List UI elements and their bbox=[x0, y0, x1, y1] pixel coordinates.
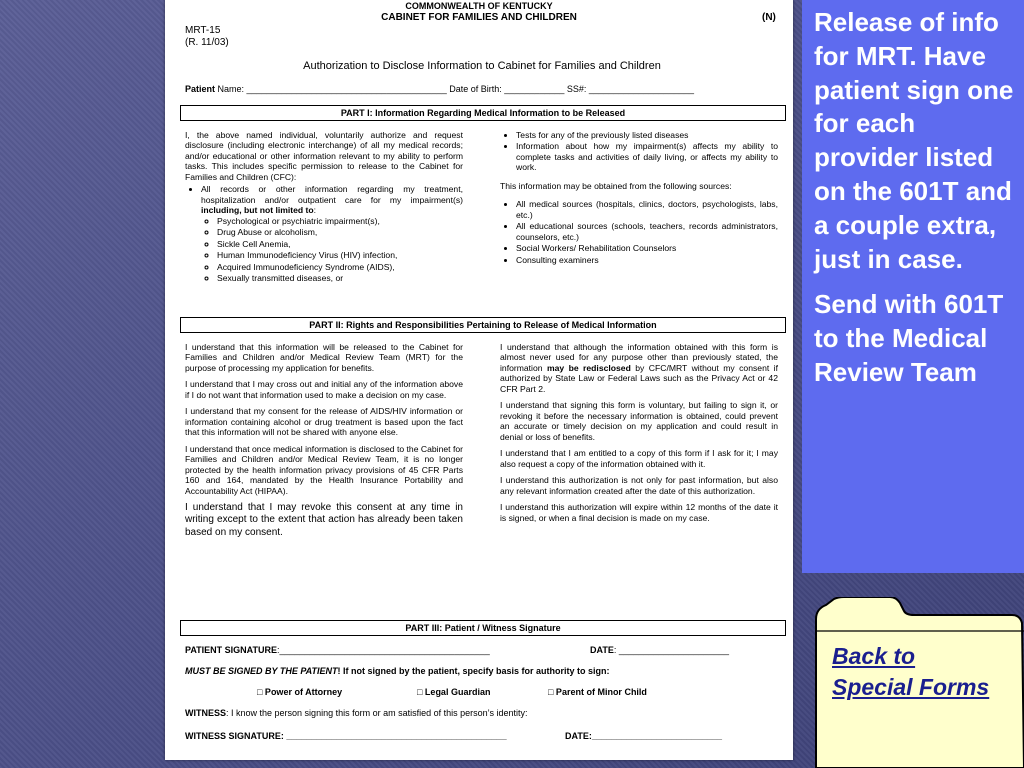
patient-signature-row bbox=[185, 645, 490, 656]
list-item: ◦ Human Immunodeficiency Virus (HIV) infection, bbox=[217, 250, 463, 260]
part1-intro: I, the above named individual, voluntarily authorize and request disclosure (including electronic interchange) of all my medical records; and/or educational or other information relevant to my ability to perform tasks. This includes specific permission to release to the Cabinet for Families and Children (CFC): bbox=[185, 130, 463, 182]
witness-row bbox=[185, 708, 528, 719]
part1-right-list bbox=[500, 130, 778, 173]
paragraph: I understand that once medical information is disclosed to the Cabinet for Families and Children and/or Medical Review Team, it is no longer protected by the health information privacy provisions of 45 CFR Parts 160 and 164, mandated by the Health Insurance Portability and Accountability Act (HIPAA). bbox=[185, 443, 463, 496]
paragraph: I understand this authorization will expire within 12 months of the date it is signed, or when a final decision is made on my case. bbox=[500, 502, 778, 523]
paragraph: I understand that I may cross out and initial any of the information above if I do not want that information used to make a decision on my case. bbox=[185, 379, 463, 400]
list-item: • Consulting examiners bbox=[516, 255, 778, 265]
must-sign-rest: ! If not signed by the patient, specify basis for authority to sign: bbox=[337, 666, 610, 676]
paragraph: I understand that signing this form is voluntary, but failing to sign it, or revoking it before the necessary information is obtained, could prevent an accurate or timely decision on my application and could result in denial or loss of benefits. bbox=[500, 400, 778, 442]
list-item: ◦ Psychological or psychiatric impairment(s), bbox=[217, 216, 463, 226]
option-legal-guardian[interactable]: □ Legal Guardian bbox=[417, 687, 491, 697]
part2-left-column bbox=[185, 342, 463, 545]
part2-right-column bbox=[500, 342, 778, 529]
list-item: • Information about how my impairment(s) affects my ability to complete tasks and activities of daily living, or affects my ability to work. bbox=[516, 141, 778, 172]
list-item: ◦ Drug Abuse or alcoholism, bbox=[217, 227, 463, 237]
date-field[interactable]: : ______________________ bbox=[613, 645, 729, 655]
bullet-text: All records or other information regarding my treatment, hospitalization and/or outpatient care for my impairment(s) bbox=[201, 184, 463, 205]
date-label: DATE bbox=[590, 645, 614, 655]
list-item: • Social Workers/ Rehabilitation Counselors bbox=[516, 243, 778, 253]
list-item bbox=[201, 184, 463, 283]
impairment-list bbox=[201, 216, 463, 284]
witness-text: : I know the person signing this form or am satisfied of this person’s identity: bbox=[226, 708, 528, 718]
bullet-text-end: : bbox=[313, 205, 317, 216]
form-code: (N) bbox=[762, 12, 776, 23]
sources-list bbox=[500, 199, 778, 265]
paragraph: I understand that I may revoke this consent at any time in writing except to the extent that action has already been taken based on my consent. bbox=[185, 502, 463, 538]
list-item: • All medical sources (hospitals, clinics, doctors, psychologists, labs, etc.) bbox=[516, 199, 778, 220]
paragraph: I understand that this information will be released to the Cabinet for Families and Children and/or Medical Review Team (MRT) for the purpose of processing my application for benefits. bbox=[185, 342, 463, 373]
instruction-text: Release of info for MRT. Have patient sign one for each provider listed on the 601T and a couple extra, just in case. bbox=[814, 7, 1014, 274]
list-item: • All educational sources (schools, teachers, records administrators, counselors, etc.) bbox=[516, 221, 778, 242]
paragraph: I understand this authorization is not only for past information, but also any relevant information created after the date of this authorization. bbox=[500, 475, 778, 496]
part2-heading: PART II: Rights and Responsibilities Pertaining to Release of Medical Information bbox=[180, 317, 786, 333]
witness-label: WITNESS bbox=[185, 708, 227, 718]
part1-heading: PART I: Information Regarding Medical Information to be Released bbox=[180, 105, 786, 121]
patient-info-line bbox=[185, 84, 694, 95]
patient-signature-field[interactable]: :__________________________________________ bbox=[277, 645, 490, 655]
part1-right-column bbox=[500, 130, 778, 266]
witness-signature-field[interactable]: WITNESS SIGNATURE: ____________________________________________ bbox=[185, 731, 507, 741]
must-sign-row bbox=[185, 666, 610, 677]
header-line1: COMMONWEALTH OF KENTUCKY bbox=[405, 1, 553, 11]
list-item: ◦ Acquired Immunodeficiency Syndrome (AIDS), bbox=[217, 262, 463, 272]
back-to-special-forms-link[interactable]: Back to Special Forms bbox=[832, 643, 990, 701]
patient-label: Patient bbox=[185, 84, 216, 94]
patient-fields: Name: ________________________________________ Date of Birth: ____________ SS#: _____________________ bbox=[217, 84, 694, 94]
date-row bbox=[590, 645, 729, 656]
list-item: ◦ Sickle Cell Anemia, bbox=[217, 239, 463, 249]
paragraph bbox=[500, 342, 778, 394]
paragraph: I understand that I am entitled to a copy of this form if I ask for it; I may also request a copy of the information obtained with it. bbox=[500, 448, 778, 469]
redisclose-bold: may be redisclosed bbox=[546, 362, 631, 373]
form-revision: (R. 11/03) bbox=[185, 37, 229, 48]
form-id: MRT-15 bbox=[185, 25, 221, 36]
redisclose-text-end: by CFC/MRT without my consent if authorized by State Law or Federal Laws such as the Privacy Act or 42 CFR Part 2. bbox=[500, 362, 778, 394]
part3-heading: PART III: Patient / Witness Signature bbox=[180, 620, 786, 636]
list-item: • Tests for any of the previously listed diseases bbox=[516, 130, 778, 140]
patient-signature-label: PATIENT SIGNATURE bbox=[185, 645, 277, 655]
bullet-bold-text: including, but not limited to bbox=[201, 205, 314, 216]
sources-intro: This information may be obtained from the following sources: bbox=[500, 180, 732, 191]
option-parent-of-minor[interactable]: □ Parent of Minor Child bbox=[548, 687, 647, 697]
list-item: ◦ Sexually transmitted diseases, or bbox=[217, 273, 463, 283]
instruction-send-text: Send with 601T to the Medical Review Team bbox=[814, 289, 1004, 387]
paragraph: I understand that my consent for the release of AIDS/HIV information or information containing alcohol or drug treatment is based upon the fact that this information will not be shared with anyone else. bbox=[185, 406, 463, 438]
option-power-of-attorney[interactable]: □ Power of Attorney bbox=[257, 687, 343, 697]
part1-left-list bbox=[185, 184, 463, 283]
witness-date-field[interactable]: DATE:__________________________ bbox=[565, 731, 722, 741]
form-title: Authorization to Disclose Information to Cabinet for Families and Children bbox=[303, 60, 661, 72]
header-line2: CABINET FOR FAMILIES AND CHILDREN bbox=[381, 12, 577, 23]
instruction-panel bbox=[802, 0, 1024, 573]
form-document bbox=[165, 0, 793, 760]
part1-left-column bbox=[185, 130, 463, 285]
redisclose-text: I understand that although the information obtained with this form is almost never used for any purpose other than previously stated, the information bbox=[500, 342, 778, 373]
must-sign-text: MUST BE SIGNED BY THE PATIENT bbox=[185, 666, 338, 676]
